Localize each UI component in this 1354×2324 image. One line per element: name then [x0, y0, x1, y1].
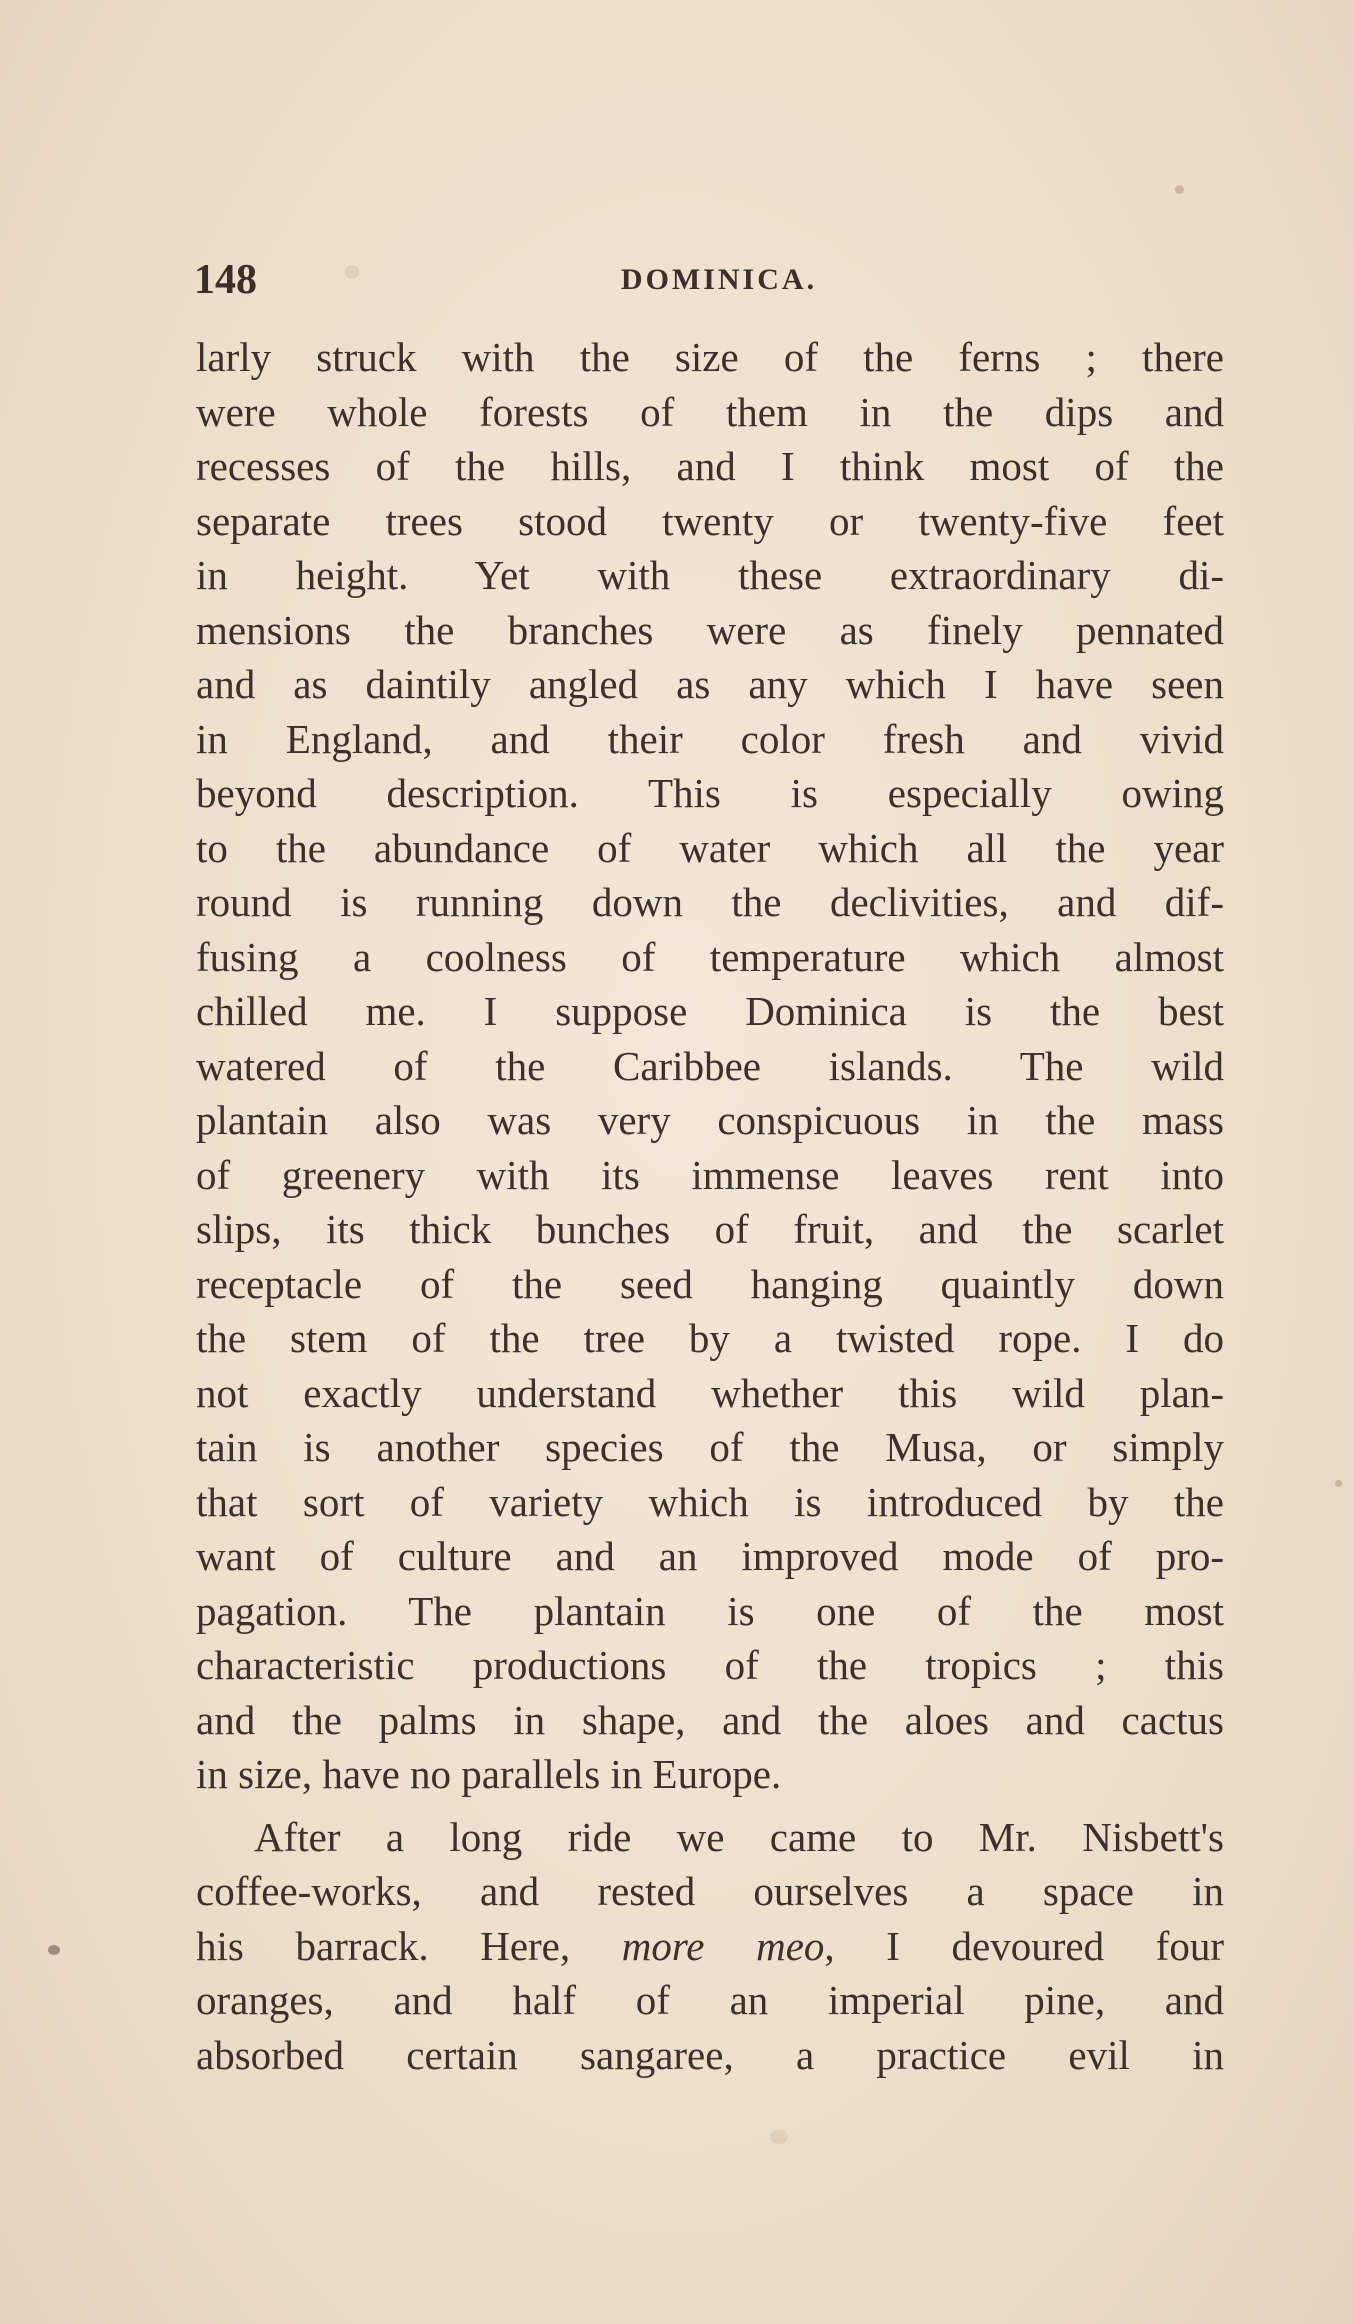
text-line: pagation. The plantain is one of the most [196, 1587, 1224, 1634]
text-line: tain is another species of the Musa, or simply [196, 1424, 1224, 1470]
text-line: of greenery with its immense leaves rent into [196, 1151, 1224, 1198]
text-line: absorbed certain sangaree, a practice evil in [196, 2031, 1224, 2078]
text-line: oranges, and half of an imperial pine, and [196, 1977, 1224, 2023]
text-line: mensions the branches were as finely pennated [196, 606, 1224, 653]
text-line: beyond description. This is especially owing [196, 770, 1224, 816]
text-line: fusing a coolness of temperature which almost [196, 933, 1224, 980]
text-line: in height. Yet with these extraordinary di- [196, 552, 1224, 598]
text-line: After a long ride we came to Mr. Nisbett's [254, 1813, 1224, 1860]
text-line: and the palms in shape, and the aloes and cactus [196, 1696, 1224, 1743]
text-line: slips, its thick bunches of fruit, and the scarlet [196, 1206, 1224, 1252]
paragraph-gap [196, 1802, 1224, 1810]
paper-stain [770, 2130, 788, 2144]
text-line: larly struck with the size of the ferns ; there [196, 334, 1224, 380]
text-line [196, 1919, 1224, 1974]
text-line: chilled me. I suppose Dominica is the best [196, 988, 1224, 1034]
text-segment: , I devoured four [824, 1922, 1224, 1969]
text-line: in England, and their color fresh and vivid [196, 715, 1224, 762]
paper-stain [1175, 185, 1184, 194]
text-line: want of culture and an improved mode of pro- [196, 1533, 1224, 1579]
paper-stain [48, 1945, 60, 1955]
text-line: watered of the Caribbee islands. The wild [196, 1042, 1224, 1089]
paper-stain [1335, 1480, 1342, 1487]
text-line: the stem of the tree by a twisted rope. I do [196, 1315, 1224, 1361]
text-segment: his barrack. Here, [196, 1922, 622, 1969]
text-line: that sort of variety which is introduced by the [196, 1478, 1224, 1525]
text-line: in size, have no parallels in Europe. [196, 1751, 782, 1797]
text-line: characteristic productions of the tropics ; this [196, 1642, 1224, 1688]
running-head: DOMINICA. [620, 263, 818, 296]
text-line: not exactly understand whether this wild plan- [196, 1369, 1224, 1416]
text-line: coffee-works, and rested ourselves a space in [196, 1868, 1224, 1914]
text-line: receptacle of the seed hanging quaintly down [196, 1260, 1224, 1307]
text-line: separate trees stood twenty or twenty-five feet [196, 497, 1224, 544]
text-line: and as daintily angled as any which I have seen [196, 661, 1224, 707]
text-line: to the abundance of water which all the year [196, 824, 1224, 871]
page-header [194, 250, 1224, 310]
body-text [196, 330, 1224, 2082]
text-line: round is running down the declivities, and dif- [196, 879, 1224, 925]
page-number: 148 [194, 257, 257, 303]
italic-phrase: more meo [621, 1922, 825, 1969]
text-line: plantain also was very conspicuous in the mass [196, 1097, 1224, 1143]
text-line: recesses of the hills, and I think most of the [196, 443, 1224, 489]
text-line: were whole forests of them in the dips and [196, 388, 1224, 435]
